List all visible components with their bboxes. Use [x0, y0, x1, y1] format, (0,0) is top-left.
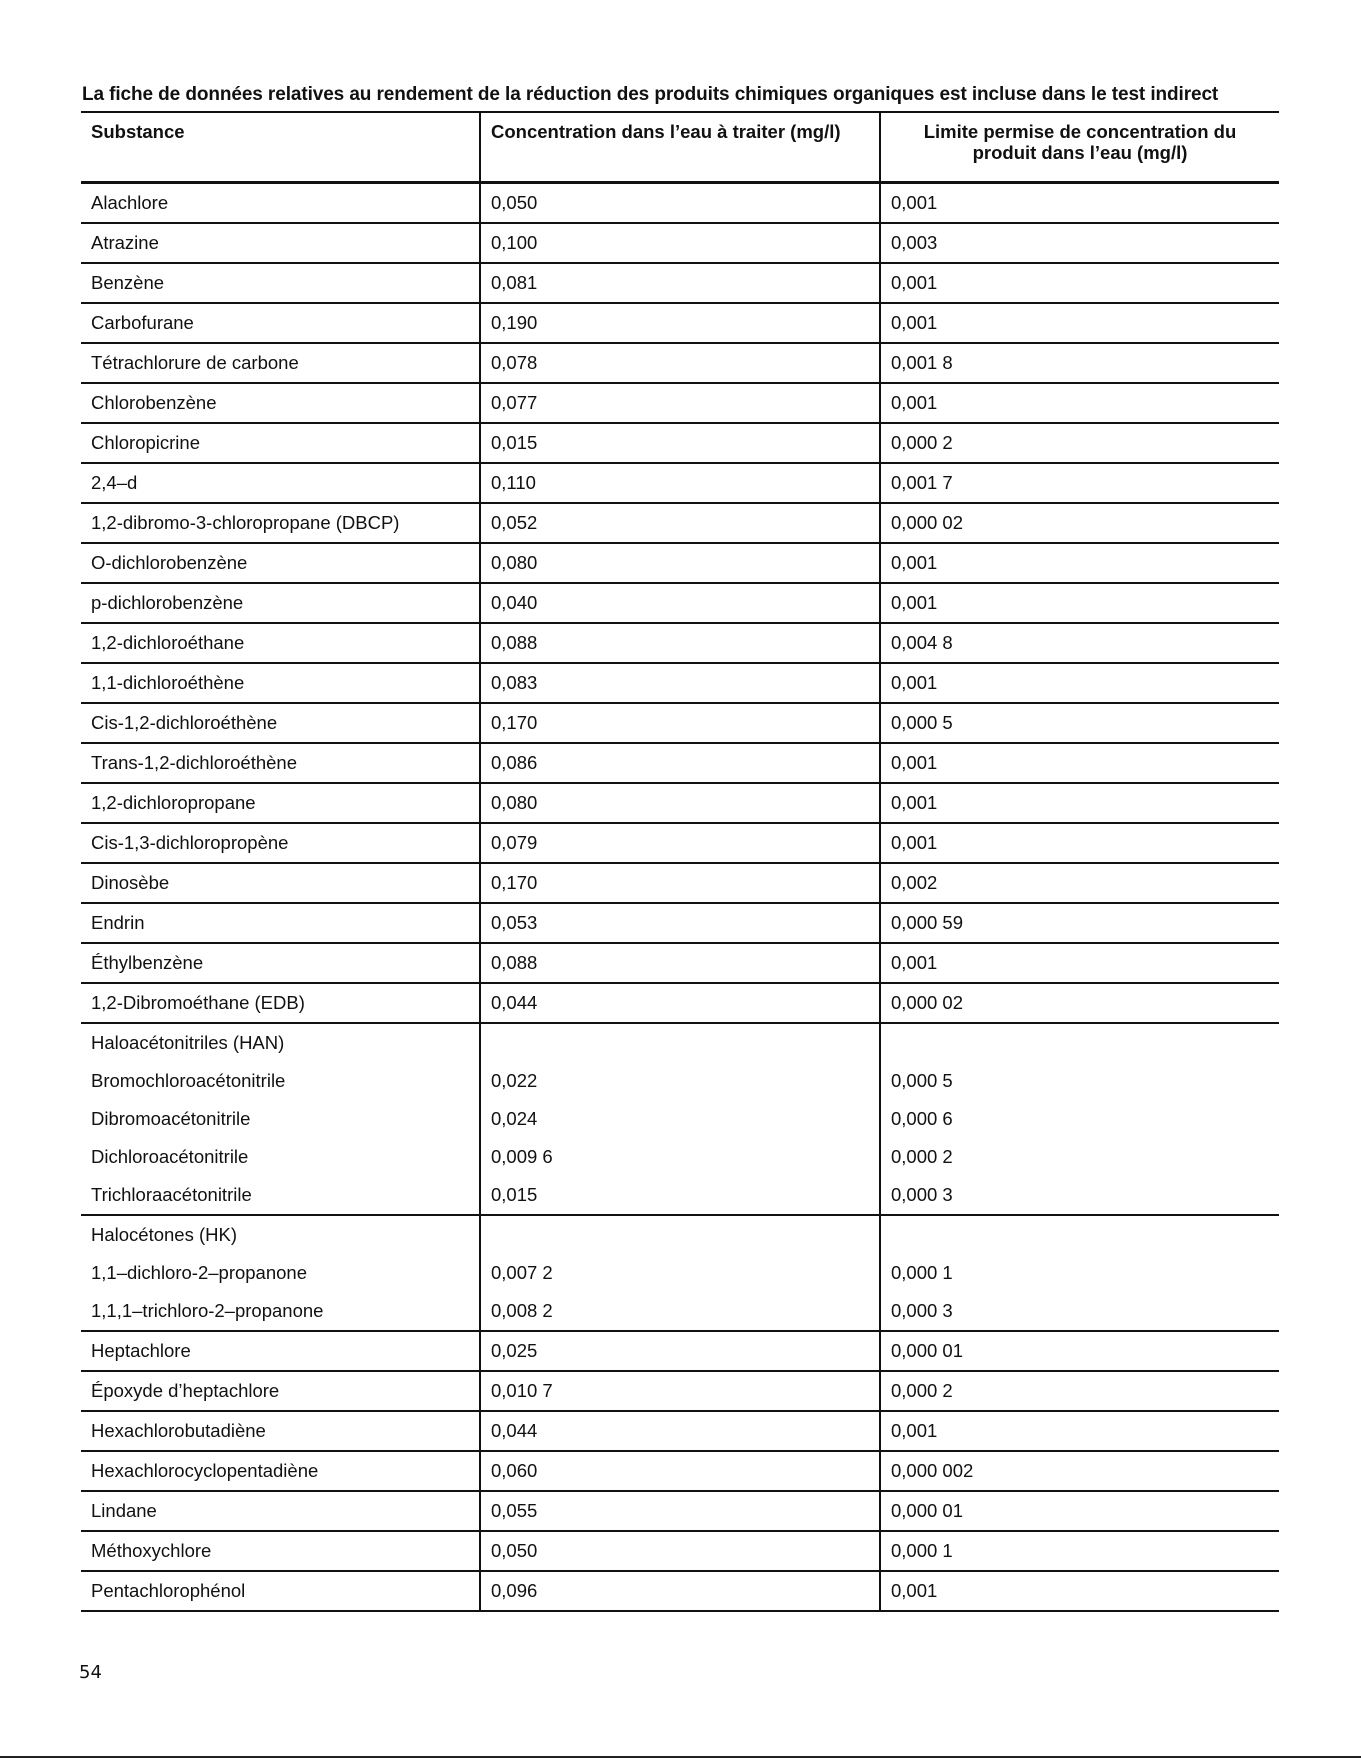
- limit-cell: 0,000 02: [880, 983, 1279, 1023]
- concentration-cell: 0,044: [480, 983, 880, 1023]
- limit-cell: 0,001 8: [880, 343, 1279, 383]
- group-heading-cell: Haloacétonitriles (HAN): [91, 1032, 285, 1053]
- limit-cell: 0,001: [880, 823, 1279, 863]
- page-bottom-divider: [0, 1756, 1361, 1758]
- concentration-cell: 0,083: [480, 663, 880, 703]
- concentration-cell: 0,022: [480, 1062, 880, 1100]
- concentration-cell: [480, 1023, 880, 1062]
- table-row: [81, 1062, 1279, 1100]
- concentration-cell: 0,088: [480, 943, 880, 983]
- limit-cell: 0,000 3: [880, 1176, 1279, 1215]
- concentration-cell: 0,086: [480, 743, 880, 783]
- table-row: [81, 823, 1279, 863]
- table-row: [81, 743, 1279, 783]
- header-concentration: Concentration dans l’eau à traiter (mg/l): [480, 112, 880, 183]
- limit-cell: 0,000 02: [880, 503, 1279, 543]
- table-row: [81, 1451, 1279, 1491]
- substance-cell: 1,2-dichloropropane: [91, 792, 256, 813]
- table-row: [81, 1371, 1279, 1411]
- concentration-cell: 0,110: [480, 463, 880, 503]
- concentration-cell: 0,040: [480, 583, 880, 623]
- limit-cell: 0,001: [880, 183, 1279, 224]
- substance-cell: 2,4–d: [91, 472, 138, 493]
- concentration-cell: 0,079: [480, 823, 880, 863]
- concentration-cell: 0,077: [480, 383, 880, 423]
- table-row: [81, 1331, 1279, 1371]
- substance-cell: 1,2-dibromo-3-chloropropane (DBCP): [91, 512, 400, 533]
- concentration-cell: 0,044: [480, 1411, 880, 1451]
- page-number: 54: [79, 1662, 102, 1683]
- concentration-cell: 0,024: [480, 1100, 880, 1138]
- concentration-cell: 0,060: [480, 1451, 880, 1491]
- table-row: [81, 183, 1279, 224]
- concentration-cell: 0,190: [480, 303, 880, 343]
- limit-cell: 0,001 7: [880, 463, 1279, 503]
- table-row: [81, 583, 1279, 623]
- concentration-cell: 0,100: [480, 223, 880, 263]
- concentration-cell: 0,050: [480, 1531, 880, 1571]
- substance-cell: p-dichlorobenzène: [91, 592, 244, 613]
- table-row: [81, 423, 1279, 463]
- header-limit: Limite permise de concentration du produit dans l’eau (mg/l): [880, 112, 1279, 183]
- concentration-cell: 0,050: [480, 183, 880, 224]
- substance-cell: Dibromoacétonitrile: [91, 1108, 251, 1129]
- table-row: [81, 1100, 1279, 1138]
- table-row: [81, 343, 1279, 383]
- limit-cell: 0,001: [880, 943, 1279, 983]
- limit-cell: 0,001: [880, 383, 1279, 423]
- substance-cell: Atrazine: [91, 232, 159, 253]
- limit-cell: 0,000 002: [880, 1451, 1279, 1491]
- table-header-row: [81, 112, 1279, 183]
- limit-cell: 0,000 59: [880, 903, 1279, 943]
- substance-cell: Heptachlore: [91, 1340, 191, 1361]
- substance-cell: Tétrachlorure de carbone: [91, 352, 299, 373]
- concentration-cell: 0,053: [480, 903, 880, 943]
- substance-cell: Hexachlorobutadiène: [91, 1420, 266, 1441]
- table-row: [81, 1254, 1279, 1292]
- substance-cell: Trichloraacétonitrile: [91, 1184, 252, 1205]
- concentration-cell: 0,080: [480, 543, 880, 583]
- limit-cell: 0,000 1: [880, 1531, 1279, 1571]
- concentration-cell: 0,008 2: [480, 1292, 880, 1331]
- substance-cell: Benzène: [91, 272, 165, 293]
- table-row: [81, 703, 1279, 743]
- limit-cell: 0,001: [880, 743, 1279, 783]
- substance-cell: Alachlore: [91, 192, 169, 213]
- concentration-cell: 0,025: [480, 1331, 880, 1371]
- substance-cell: Dichloroacétonitrile: [91, 1146, 249, 1167]
- limit-cell: 0,000 3: [880, 1292, 1279, 1331]
- concentration-cell: 0,078: [480, 343, 880, 383]
- concentration-cell: 0,055: [480, 1491, 880, 1531]
- substance-cell: Dinosèbe: [91, 872, 170, 893]
- table-row: [81, 863, 1279, 903]
- concentration-cell: 0,015: [480, 1176, 880, 1215]
- limit-cell: 0,002: [880, 863, 1279, 903]
- table-row: [81, 543, 1279, 583]
- substance-cell: Cis-1,2-dichloroéthène: [91, 712, 278, 733]
- table-row: [81, 503, 1279, 543]
- limit-cell: 0,000 1: [880, 1254, 1279, 1292]
- limit-cell: 0,000 6: [880, 1100, 1279, 1138]
- concentration-cell: 0,052: [480, 503, 880, 543]
- group-heading-cell: Halocétones (HK): [91, 1224, 238, 1245]
- table-row: [81, 463, 1279, 503]
- limit-cell: 0,003: [880, 223, 1279, 263]
- concentration-cell: 0,007 2: [480, 1254, 880, 1292]
- concentration-cell: 0,096: [480, 1571, 880, 1611]
- table-row: [81, 303, 1279, 343]
- table-row: [81, 783, 1279, 823]
- limit-cell: 0,001: [880, 1571, 1279, 1611]
- limit-cell: 0,000 2: [880, 1138, 1279, 1176]
- substance-cell: Époxyde d’heptachlore: [91, 1380, 280, 1401]
- limit-cell: [880, 1023, 1279, 1062]
- substance-cell: O-dichlorobenzène: [91, 552, 248, 573]
- table-title: La fiche de données relatives au rendement de la réduction des produits chimiques organiques est incluse dans le test indirect: [82, 84, 1219, 105]
- table-row: [81, 223, 1279, 263]
- table-row: [81, 383, 1279, 423]
- table-row: [81, 663, 1279, 703]
- limit-cell: 0,001: [880, 1411, 1279, 1451]
- substance-cell: 1,2-dichloroéthane: [91, 632, 245, 653]
- substance-cell: Hexachlorocyclopentadiène: [91, 1460, 319, 1481]
- limit-cell: 0,001: [880, 263, 1279, 303]
- limit-cell: 0,001: [880, 783, 1279, 823]
- substance-cell: Chloropicrine: [91, 432, 200, 453]
- substance-cell: Pentachlorophénol: [91, 1580, 246, 1601]
- concentration-cell: 0,081: [480, 263, 880, 303]
- substance-cell: Trans-1,2-dichloroéthène: [91, 752, 298, 773]
- table-row: [81, 903, 1279, 943]
- substance-cell: 1,1–dichloro-2–propanone: [91, 1262, 308, 1283]
- substance-cell: 1,1,1–trichloro-2–propanone: [91, 1300, 324, 1321]
- table-row: [81, 983, 1279, 1023]
- concentration-cell: 0,088: [480, 623, 880, 663]
- limit-cell: 0,000 5: [880, 1062, 1279, 1100]
- limit-cell: 0,001: [880, 543, 1279, 583]
- substance-cell: Lindane: [91, 1500, 157, 1521]
- limit-cell: 0,001: [880, 583, 1279, 623]
- table-group-heading-row: [81, 1215, 1279, 1254]
- table-row: [81, 1138, 1279, 1176]
- limit-cell: 0,001: [880, 663, 1279, 703]
- header-substance: Substance: [91, 121, 185, 142]
- limit-cell: 0,001: [880, 303, 1279, 343]
- substance-cell: Cis-1,3-dichloropropène: [91, 832, 289, 853]
- table-group-heading-row: [81, 1023, 1279, 1062]
- limit-cell: 0,004 8: [880, 623, 1279, 663]
- substance-cell: Endrin: [91, 912, 145, 933]
- substance-cell: 1,2-Dibromoéthane (EDB): [91, 992, 305, 1013]
- substance-cell: Bromochloroacétonitrile: [91, 1070, 286, 1091]
- table-row: [81, 623, 1279, 663]
- concentration-cell: 0,010 7: [480, 1371, 880, 1411]
- limit-cell: 0,000 5: [880, 703, 1279, 743]
- table-row: [81, 1531, 1279, 1571]
- organic-chemicals-table: [81, 111, 1279, 1612]
- table-row: [81, 1491, 1279, 1531]
- substance-cell: 1,1-dichloroéthène: [91, 672, 245, 693]
- concentration-cell: [480, 1215, 880, 1254]
- limit-cell: 0,000 01: [880, 1331, 1279, 1371]
- table-row: [81, 1571, 1279, 1611]
- limit-cell: [880, 1215, 1279, 1254]
- concentration-cell: 0,015: [480, 423, 880, 463]
- limit-cell: 0,000 2: [880, 1371, 1279, 1411]
- substance-cell: Carbofurane: [91, 312, 194, 333]
- table-row: [81, 1292, 1279, 1331]
- substance-cell: Chlorobenzène: [91, 392, 217, 413]
- table-row: [81, 943, 1279, 983]
- table-row: [81, 1411, 1279, 1451]
- concentration-cell: 0,170: [480, 703, 880, 743]
- table-row: [81, 263, 1279, 303]
- limit-cell: 0,000 2: [880, 423, 1279, 463]
- concentration-cell: 0,080: [480, 783, 880, 823]
- concentration-cell: 0,170: [480, 863, 880, 903]
- table-row: [81, 1176, 1279, 1215]
- substance-cell: Méthoxychlore: [91, 1540, 212, 1561]
- limit-cell: 0,000 01: [880, 1491, 1279, 1531]
- concentration-cell: 0,009 6: [480, 1138, 880, 1176]
- substance-cell: Éthylbenzène: [91, 952, 204, 973]
